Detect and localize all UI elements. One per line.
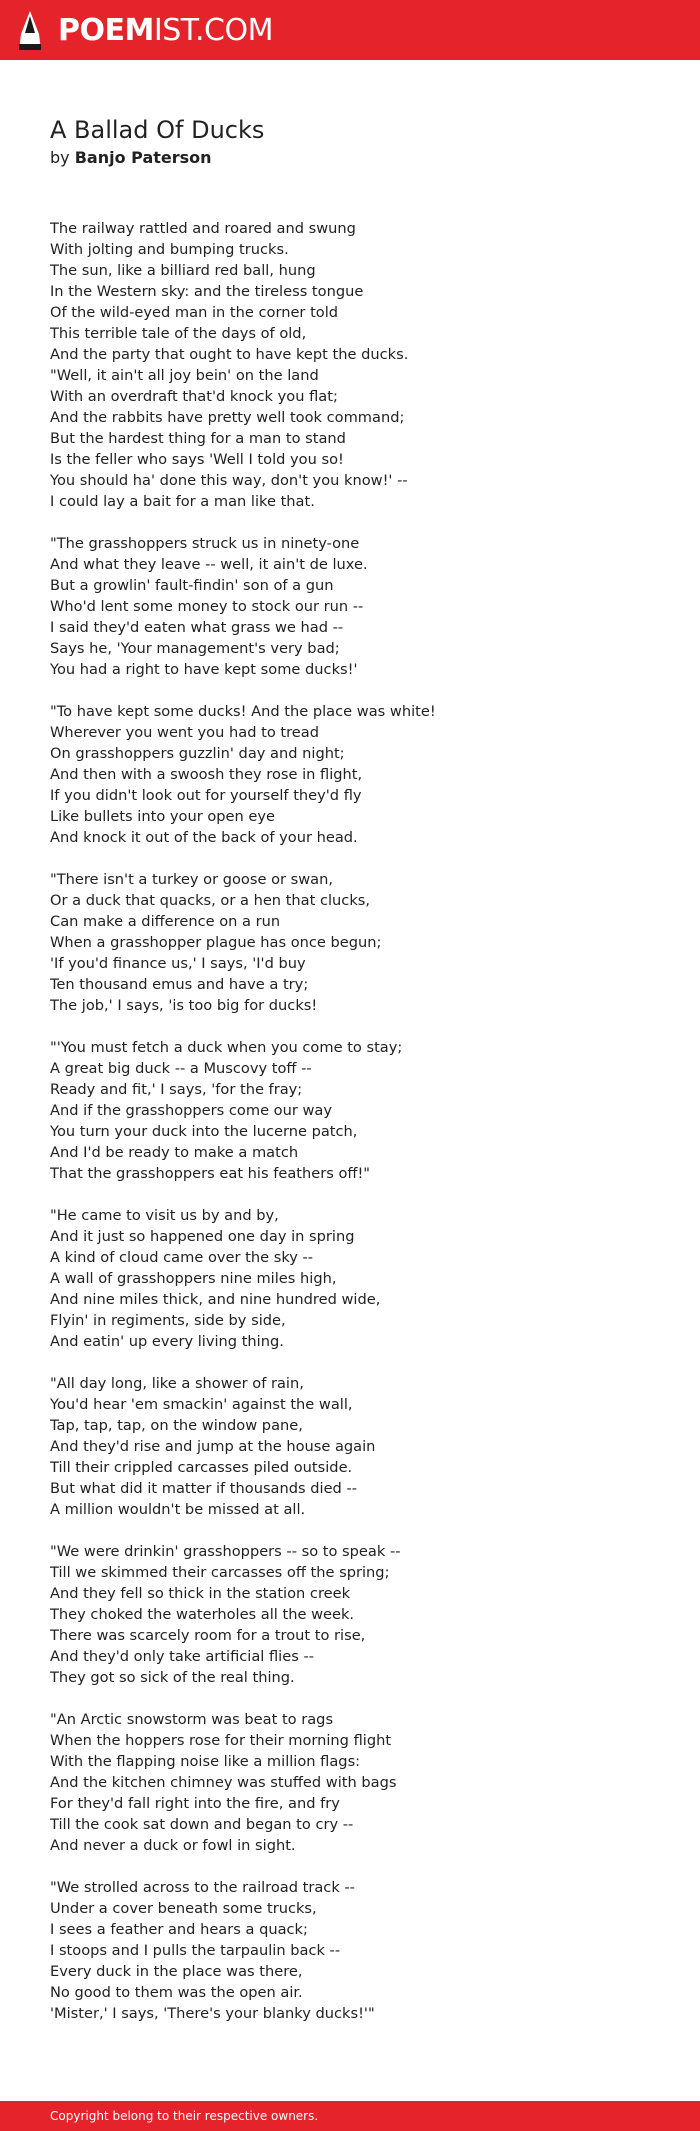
poem-line: With jolting and bumping trucks. xyxy=(50,241,289,258)
poem-line: You had a right to have kept some ducks!' xyxy=(50,661,358,678)
poem-line: I sees a feather and hears a quack; xyxy=(50,1921,308,1938)
pen-nib-icon xyxy=(16,10,44,52)
site-logo[interactable] xyxy=(16,10,273,52)
logo-wordmark xyxy=(58,10,273,52)
logo-wordmark-bold: POEM xyxy=(58,13,154,48)
poem-line: And the rabbits have pretty well took command; xyxy=(50,409,405,426)
poem-line: Who'd lent some money to stock our run -- xyxy=(50,598,364,615)
poem-line: Till the cook sat down and began to cry -- xyxy=(50,1816,354,1833)
poem-line: And knock it out of the back of your head. xyxy=(50,829,358,846)
poem-line: Or a duck that quacks, or a hen that clucks, xyxy=(50,892,371,909)
poem-line: You should ha' done this way, don't you know!' -- xyxy=(50,472,408,489)
poem-line: The railway rattled and roared and swung xyxy=(50,220,356,237)
poem-line: A kind of cloud came over the sky -- xyxy=(50,1249,314,1266)
poem-line: 'Mister,' I says, 'There's your blanky ducks!'" xyxy=(50,2005,375,2022)
poem-line: When the hoppers rose for their morning flight xyxy=(50,1732,392,1749)
poem-line: And then with a swoosh they rose in flight, xyxy=(50,766,363,783)
poem-line: And they fell so thick in the station creek xyxy=(50,1585,351,1602)
poem-line: Is the feller who says 'Well I told you so! xyxy=(50,451,344,468)
poem-line: A wall of grasshoppers nine miles high, xyxy=(50,1270,337,1287)
poem-line: "An Arctic snowstorm was beat to rags xyxy=(50,1711,334,1728)
poem-stanza xyxy=(50,1373,650,1520)
poem-line: Under a cover beneath some trucks, xyxy=(50,1900,317,1917)
poem-line: The job,' I says, 'is too big for ducks! xyxy=(50,997,318,1014)
poem-line: A great big duck -- a Muscovy toff -- xyxy=(50,1060,312,1077)
poem-line: Says he, 'Your management's very bad; xyxy=(50,640,340,657)
poem-line: "We were drinkin' grasshoppers -- so to speak -- xyxy=(50,1543,401,1560)
poem-line: And if the grasshoppers come our way xyxy=(50,1102,333,1119)
poem-line: Like bullets into your open eye xyxy=(50,808,275,825)
poem-line: And eatin' up every living thing. xyxy=(50,1333,284,1350)
poem-line: With an overdraft that'd knock you flat; xyxy=(50,388,338,405)
poem-line: Wherever you went you had to tread xyxy=(50,724,319,741)
poem-line: Till their crippled carcasses piled outside. xyxy=(50,1459,353,1476)
poem-line: The sun, like a billiard red ball, hung xyxy=(50,262,316,279)
poem-line: But what did it matter if thousands died -- xyxy=(50,1480,357,1497)
poem-line: "The grasshoppers struck us in ninety-one xyxy=(50,535,360,552)
poem-line: And what they leave -- well, it ain't de luxe. xyxy=(50,556,368,573)
poem-line: No good to them was the open air. xyxy=(50,1984,303,2001)
poem-stanza xyxy=(50,701,650,848)
poem-line: You'd hear 'em smackin' against the wall, xyxy=(50,1396,353,1413)
poem-line: For they'd fall right into the fire, and fry xyxy=(50,1795,340,1812)
site-footer xyxy=(0,2101,700,2131)
poem-line: And I'd be ready to make a match xyxy=(50,1144,299,1161)
poem-line: I said they'd eaten what grass we had -- xyxy=(50,619,344,636)
poem-line: "Well, it ain't all joy bein' on the land xyxy=(50,367,319,384)
poem-stanza xyxy=(50,1709,650,1856)
poem-stanza xyxy=(50,533,650,680)
poem-line: You turn your duck into the lucerne patch, xyxy=(50,1123,358,1140)
poem-line: 'If you'd finance us,' I says, 'I'd buy xyxy=(50,955,306,972)
poem-line: They got so sick of the real thing. xyxy=(50,1669,295,1686)
poem-line: "There isn't a turkey or goose or swan, xyxy=(50,871,334,888)
poem-line: But the hardest thing for a man to stand xyxy=(50,430,346,447)
poem-line: And the party that ought to have kept the ducks. xyxy=(50,346,409,363)
poem-title: A Ballad Of Ducks xyxy=(50,116,265,144)
poem-line: Ready and fit,' I says, 'for the fray; xyxy=(50,1081,303,1098)
poem-stanza xyxy=(50,1877,650,2024)
poem-line: And the kitchen chimney was stuffed with bags xyxy=(50,1774,397,1791)
poem-line: And they'd rise and jump at the house again xyxy=(50,1438,376,1455)
poem-stanza xyxy=(50,1205,650,1352)
poem-line: A million wouldn't be missed at all. xyxy=(50,1501,306,1518)
poem-line: That the grasshoppers eat his feathers off!" xyxy=(50,1165,371,1182)
poem-line: In the Western sky: and the tireless tongue xyxy=(50,283,364,300)
copyright-notice: Copyright belong to their respective owners. xyxy=(50,2109,319,2123)
poem-line: I stoops and I pulls the tarpaulin back -- xyxy=(50,1942,341,1959)
poem-line: They choked the waterholes all the week. xyxy=(50,1606,355,1623)
poem-line: "He came to visit us by and by, xyxy=(50,1207,279,1224)
poem-line: If you didn't look out for yourself they'd fly xyxy=(50,787,362,804)
poem-line: "All day long, like a shower of rain, xyxy=(50,1375,304,1392)
poem-author[interactable]: Banjo Paterson xyxy=(74,148,212,167)
poem-byline xyxy=(50,146,212,170)
poem-line: This terrible tale of the days of old, xyxy=(50,325,307,342)
poem-stanza xyxy=(50,869,650,1016)
poem-line: Tap, tap, tap, on the window pane, xyxy=(50,1417,303,1434)
poem-line: And nine miles thick, and nine hundred wide, xyxy=(50,1291,381,1308)
poem-line: Can make a difference on a run xyxy=(50,913,281,930)
poem-line: Of the wild-eyed man in the corner told xyxy=(50,304,339,321)
poem-line: "We strolled across to the railroad track -- xyxy=(50,1879,355,1896)
poem-stanza xyxy=(50,1541,650,1688)
logo-wordmark-light: IST.COM xyxy=(153,13,273,48)
site-header xyxy=(0,0,700,60)
poem-line: Flyin' in regiments, side by side, xyxy=(50,1312,286,1329)
poem-stanza xyxy=(50,1037,650,1184)
poem-line: "'You must fetch a duck when you come to stay; xyxy=(50,1039,403,1056)
poem-line: Ten thousand emus and have a try; xyxy=(50,976,309,993)
poem-line: With the flapping noise like a million flags: xyxy=(50,1753,361,1770)
poem-line: On grasshoppers guzzlin' day and night; xyxy=(50,745,345,762)
poem-line: Every duck in the place was there, xyxy=(50,1963,303,1980)
poem-line: And they'd only take artificial flies -- xyxy=(50,1648,314,1665)
poem-line: And never a duck or fowl in sight. xyxy=(50,1837,296,1854)
poem-stanza xyxy=(50,218,650,512)
poem-line: There was scarcely room for a trout to rise, xyxy=(50,1627,366,1644)
poem-line: But a growlin' fault-findin' son of a gun xyxy=(50,577,334,594)
poem-line: Till we skimmed their carcasses off the spring; xyxy=(50,1564,390,1581)
poem-line: "To have kept some ducks! And the place was white! xyxy=(50,703,436,720)
poem-line: And it just so happened one day in spring xyxy=(50,1228,355,1245)
poem-line: When a grasshopper plague has once begun; xyxy=(50,934,382,951)
poem-line: I could lay a bait for a man like that. xyxy=(50,493,315,510)
poem-body xyxy=(50,218,650,2045)
byline-label: by xyxy=(50,148,70,167)
